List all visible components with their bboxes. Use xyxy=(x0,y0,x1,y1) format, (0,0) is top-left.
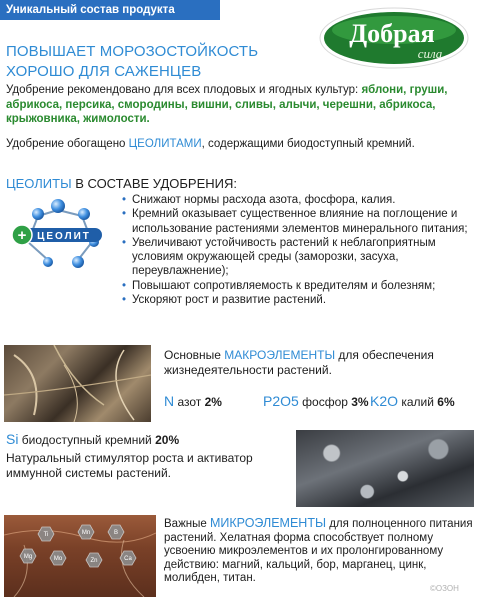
macro-highlight: МАКРОЭЛЕМЕНТЫ xyxy=(224,348,336,362)
zeolite-molecule-icon xyxy=(8,194,106,272)
element-label: Mg xyxy=(23,554,33,560)
micro-after: для полноценного питания растений. Хелатная форма способствует полному усвоению микроэлементов и их пролонгированному действию: магний, кальций, бор, марганец, цинк, молибден, титан. xyxy=(164,518,473,585)
silicon-percent: 20% xyxy=(155,433,180,447)
nutrient-percent: 2% xyxy=(204,395,222,409)
zeolite-title-rest: В СОСТАВЕ УДОБРЕНИЯ: xyxy=(71,176,237,191)
silicon-name: биодоступный кремний xyxy=(18,433,156,447)
element-label: Ca xyxy=(124,556,132,562)
macro-after: для обеспечения жизнедеятельности растений. xyxy=(164,348,434,377)
list-item: • Повышают сопротивляемость к вредителям и болезням; xyxy=(122,279,472,293)
nutrient-symbol: N xyxy=(164,393,175,409)
nutrient-symbol: K2O xyxy=(370,393,399,409)
silicon-symbol: Si xyxy=(6,431,19,447)
element-label: Mn xyxy=(81,530,91,536)
nutrient-percent: 3% xyxy=(351,395,369,409)
svg-text:+: + xyxy=(17,227,27,244)
nutrient-name: азот xyxy=(174,395,205,409)
silicon-line xyxy=(6,432,286,448)
recommendation-text xyxy=(6,83,472,127)
element-label: Ti xyxy=(43,532,49,538)
list-item: • Ускоряют рост и развитие растений. xyxy=(122,293,472,307)
silicon-description: Натуральный стимулятор роста и активатор иммунной системы растений. xyxy=(6,451,253,480)
roots-photo xyxy=(4,345,151,422)
headline xyxy=(6,42,258,82)
nutrient-name: калий xyxy=(398,395,438,409)
nutrient-name: фосфор xyxy=(298,395,352,409)
enrichment-before: Удобрение обогащено xyxy=(6,138,129,150)
list-item: • Кремний оказывает существенное влияние на поглощение и использование растениями элементов минерального питания; xyxy=(122,207,472,236)
logo-main-text: Добрая xyxy=(349,19,435,48)
zeolite-gravel-photo xyxy=(296,430,474,507)
nutrient-symbol: P2O5 xyxy=(263,393,299,409)
list-item: • Увеличивают устойчивость растений к неблагоприятным условиям окружающей среды (заморозки, засуха, переувлажнение); xyxy=(122,236,472,279)
enrichment-after: , содержащими биодоступный кремний. xyxy=(201,138,415,150)
crop-list: яблони, груши, абрикоса, персика, смородины, вишни, сливы, алычи, черешни, абрикоса, крыжовника, жимолости. xyxy=(6,84,448,125)
zeolite-section-title xyxy=(6,176,237,192)
zeolite-icon-label: ЦЕОЛИТ xyxy=(37,231,91,242)
element-label: Mo xyxy=(53,556,63,562)
macro-description xyxy=(164,348,474,378)
banner-title: Уникальный состав продукта xyxy=(6,4,175,16)
headline-line-1: ПОВЫШАЕТ МОРОЗОСТОЙКОСТЬ xyxy=(6,43,259,60)
zeolite-title-highlight: ЦЕОЛИТЫ xyxy=(6,176,72,191)
nutrient-potassium xyxy=(370,393,455,410)
macro-before: Основные xyxy=(164,348,225,362)
enrichment-highlight: ЦЕОЛИТАМИ xyxy=(128,138,202,150)
nutrient-percent: 6% xyxy=(437,395,455,409)
enrichment-text xyxy=(6,137,472,152)
element-label: Zn xyxy=(90,558,98,564)
micro-before: Важные xyxy=(164,518,210,530)
brand-logo xyxy=(318,6,470,70)
headline-line-2: ХОРОШО ДЛЯ САЖЕНЦЕВ xyxy=(6,63,202,80)
watermark: ©ОЗОН xyxy=(430,584,459,593)
nutrient-nitrogen xyxy=(164,393,222,410)
product-banner xyxy=(0,0,220,20)
logo-sub-text: сила xyxy=(417,46,443,61)
micro-highlight: МИКРОЭЛЕМЕНТЫ xyxy=(209,516,327,530)
recommendation-lead: Удобрение рекомендовано для всех плодовых и ягодных культур: xyxy=(6,84,362,96)
list-item: • Снижают нормы расхода азота, фосфора, калия. xyxy=(122,193,472,207)
nutrient-phosphorus xyxy=(263,393,369,410)
zeolite-benefits-list xyxy=(122,193,472,307)
soil-elements-photo xyxy=(4,515,156,597)
element-label: B xyxy=(113,530,119,536)
micro-description xyxy=(164,517,474,586)
